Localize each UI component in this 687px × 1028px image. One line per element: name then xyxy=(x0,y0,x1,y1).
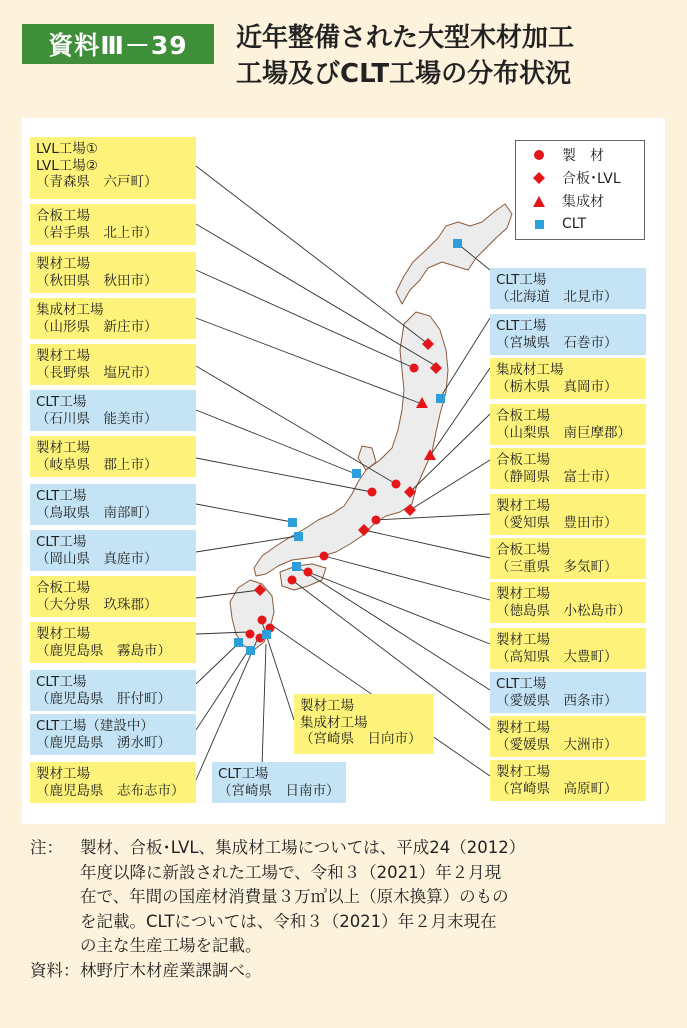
red-triangle-icon xyxy=(528,195,550,208)
red-circle-icon xyxy=(528,149,550,161)
red-diamond-icon xyxy=(528,171,550,185)
legend-label: CLT xyxy=(562,216,587,232)
sawmill-marker-toyota xyxy=(372,516,381,525)
plant-label-left: 製材工場 （岐阜県 郡上市） xyxy=(30,436,196,477)
plant-label-right: 製材工場 （愛媛県 大洲市） xyxy=(490,716,646,757)
sawmill-marker-komatsushima xyxy=(320,552,329,561)
blue-square-icon xyxy=(528,219,550,230)
clt-marker-saijo xyxy=(292,562,301,571)
plant-label-left: CLT工場 （鳥取県 南部町） xyxy=(30,484,196,525)
legend xyxy=(515,140,645,240)
plant-label-left: CLT工場 （鹿児島県 肝付町） xyxy=(30,670,196,711)
note-key: 注： xyxy=(30,838,63,857)
plant-label-left: 合板工場 （岩手県 北上市） xyxy=(30,204,196,245)
source-row xyxy=(30,959,670,984)
sawmill-marker-shiojiri xyxy=(392,480,401,489)
source-key: 資料： xyxy=(30,960,80,980)
plant-label-right: 製材工場 （高知県 大豊町） xyxy=(490,628,646,669)
plant-label-left: 製材工場 （鹿児島県 霧島市） xyxy=(30,622,196,663)
legend-item-plywood-lvl xyxy=(528,168,621,188)
source-text: 林野庁木材産業課調べ。 xyxy=(80,960,262,980)
plant-label-right: CLT工場 （愛媛県 西条市） xyxy=(490,672,646,713)
plant-label-bottom: 製材工場 集成材工場 （宮崎県 日向市） xyxy=(294,694,434,754)
plant-label-right: 製材工場 （宮崎県 高原町） xyxy=(490,760,646,801)
clt-marker-nanbu xyxy=(288,518,297,527)
clt-marker-nichinan xyxy=(262,630,271,639)
plant-label-left: 製材工場 （鹿児島県 志布志市） xyxy=(30,762,196,803)
plant-label-left: 製材工場 （秋田県 秋田市） xyxy=(30,252,196,293)
clt-marker-kimotsuki xyxy=(234,638,243,647)
clt-marker-ishinomaki xyxy=(436,394,445,403)
plant-label-right: CLT工場 （北海道 北見市） xyxy=(490,268,646,309)
plant-label-right: CLT工場 （宮城県 石巻市） xyxy=(490,314,646,355)
plant-label-right: 集成材工場 （栃木県 真岡市） xyxy=(490,358,646,399)
clt-marker-yusui xyxy=(246,646,255,655)
footnotes xyxy=(30,836,670,983)
plant-label-right: 製材工場 （愛知県 豊田市） xyxy=(490,494,646,535)
legend-item-glulam xyxy=(528,191,604,211)
japan-outline xyxy=(230,204,512,650)
note-row xyxy=(30,836,670,959)
sawmill-marker-hyuga xyxy=(258,616,267,625)
sawmill-marker-akita xyxy=(410,364,419,373)
figure-number-badge: 資料Ⅲ－39 xyxy=(22,24,214,64)
clt-marker-nomi xyxy=(352,469,361,478)
plant-label-left: CLT工場 （石川県 能美市） xyxy=(30,390,196,431)
sawmill-marker-kirishima xyxy=(246,630,255,639)
plant-label-left: 合板工場 （大分県 玖珠郡） xyxy=(30,576,196,617)
sawmill-marker-ozu xyxy=(288,576,297,585)
legend-label: 集成材 xyxy=(562,194,604,210)
figure-title-line-1: 近年整備された大型木材加工 xyxy=(236,23,575,53)
plant-label-right: 製材工場 （徳島県 小松島市） xyxy=(490,582,646,623)
figure-title-line-2: 工場及びCLT工場の分布状況 xyxy=(236,59,572,89)
legend-item-sawmill xyxy=(528,145,604,165)
sawmill-marker-gujo xyxy=(368,488,377,497)
legend-label: 製 材 xyxy=(562,148,604,164)
plant-label-right: 合板工場 （静岡県 富士市） xyxy=(490,448,646,489)
plant-label-left: CLT工場 （岡山県 真庭市） xyxy=(30,530,196,571)
plant-label-bottom: CLT工場 （宮崎県 日南市） xyxy=(212,762,346,803)
plant-label-left: CLT工場（建設中） （鹿児島県 湧水町） xyxy=(30,714,196,755)
legend-item-clt xyxy=(528,214,586,234)
plant-label-right: 合板工場 （三重県 多気町） xyxy=(490,538,646,579)
shikoku-shape xyxy=(280,564,326,590)
legend-label: 合板･LVL xyxy=(562,171,621,187)
note-text: 製材、合板･LVL、集成材工場については、平成24（2012） 年度以降に新設された工場で、令和３（2021）年２月現 在で、年間の国産材消費量３万㎥以上（原木換算）のもの を記載。CLTについては、令和３（2021）年２月末現在 の主な生産工場を記載。 xyxy=(80,838,526,955)
plant-label-right: 合板工場 （山梨県 南巨摩郡） xyxy=(490,404,646,445)
sawmill-marker-otoyo xyxy=(304,568,313,577)
plant-label-left: 製材工場 （長野県 塩尻市） xyxy=(30,344,196,385)
plant-label-left: 集成材工場 （山形県 新庄市） xyxy=(30,298,196,339)
clt-marker-maniwa xyxy=(294,532,303,541)
plant-label-left: LVL工場① LVL工場② （青森県 六戸町） xyxy=(30,137,196,199)
clt-marker-kitami xyxy=(453,239,462,248)
